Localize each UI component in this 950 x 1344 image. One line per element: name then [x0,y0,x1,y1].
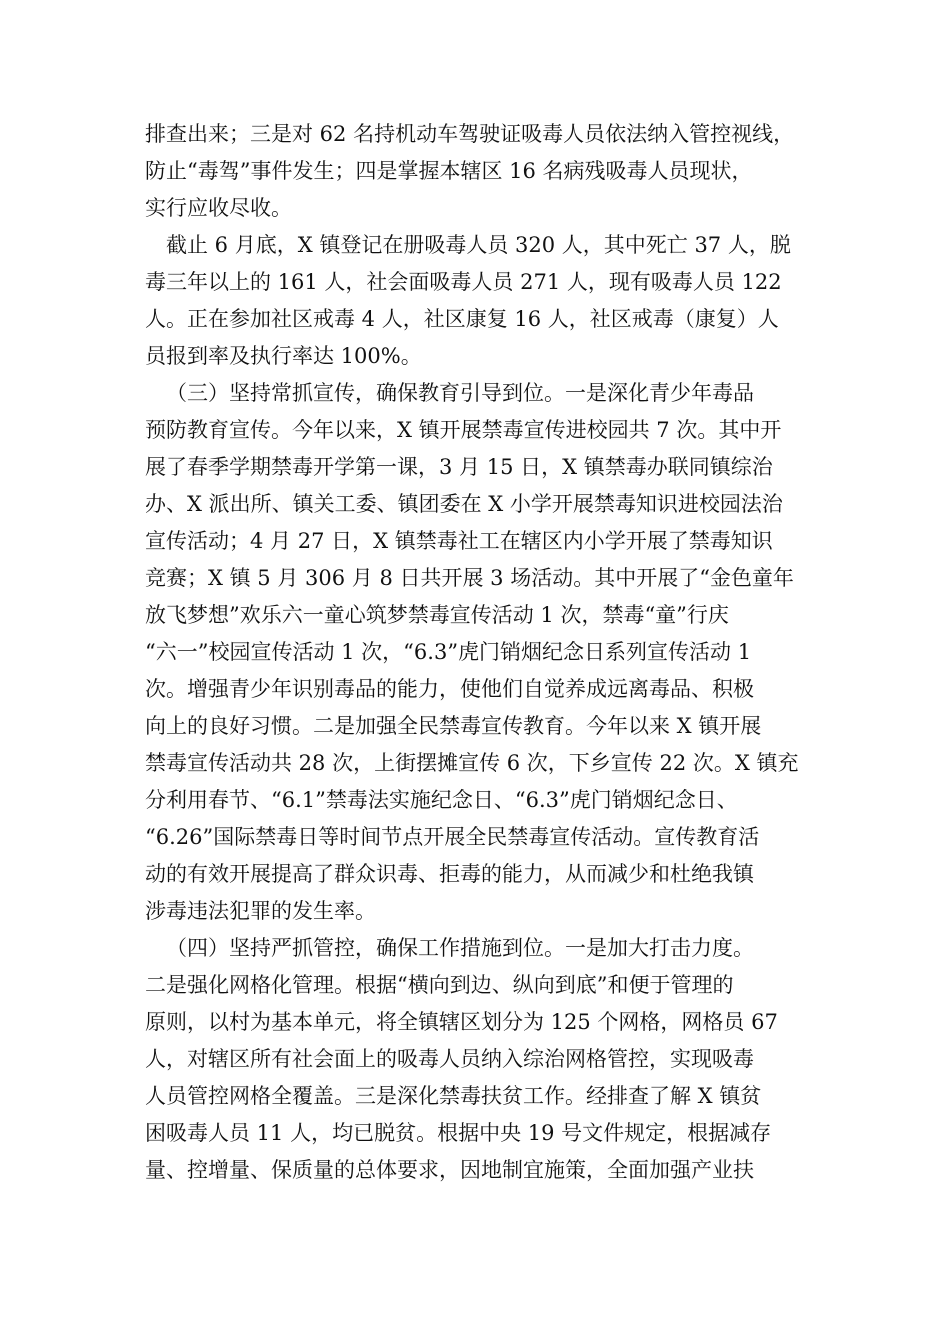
text-line: 毒三年以上的 161 人，社会面吸毒人员 271 人，现有吸毒人员 122 [145,270,782,294]
paragraph-continuation [145,116,810,227]
text-line: 员报到率及执行率达 100%。 [145,344,422,368]
text-line: 动的有效开展提高了群众识毒、拒毒的能力，从而减少和杜绝我镇 [145,862,754,886]
text-line: （三）坚持常抓宣传，确保教育引导到位。一是深化青少年毒品 [166,381,754,405]
text-line: “6.26”国际禁毒日等时间节点开展全民禁毒宣传活动。宣传教育活 [145,825,760,849]
text-line: 宣传活动；4 月 27 日，X 镇禁毒社工在辖区内小学开展了禁毒知识 [145,529,773,553]
text-line: 次。增强青少年识别毒品的能力，使他们自觉养成远离毒品、积极 [145,677,754,701]
text-line: 禁毒宣传活动共 28 次，上街摆摊宣传 6 次，下乡宣传 22 次。X 镇充 [145,751,799,775]
text-line: 涉毒违法犯罪的发生率。 [145,899,376,923]
text-line: 截止 6 月底，X 镇登记在册吸毒人员 320 人，其中死亡 37 人，脱 [166,233,791,257]
text-line: 人员管控网格全覆盖。三是深化禁毒扶贫工作。经排查了解 X 镇贫 [145,1084,762,1108]
text-line: （四）坚持严抓管控，确保工作措施到位。一是加大打击力度。 [166,936,754,960]
text-line: 排查出来；三是对 62 名持机动车驾驶证吸毒人员依法纳入管控视线， [145,122,795,146]
text-line: 二是强化网格化管理。根据“横向到边、纵向到底”和便于管理的 [145,973,734,997]
text-line: 放飞梦想”欢乐六一童心筑梦禁毒宣传活动 1 次，禁毒“童”行庆 [145,603,729,627]
text-line: 向上的良好习惯。二是加强全民禁毒宣传教育。今年以来 X 镇开展 [145,714,762,738]
text-line: 竞赛；X 镇 5 月 306 月 8 日共开展 3 场活动。其中开展了“金色童年 [145,566,794,590]
document-body [145,116,810,1189]
text-line: 原则，以村为基本单元，将全镇辖区划分为 125 个网格，网格员 67 [145,1010,778,1034]
text-line: 办、X 派出所、镇关工委、镇团委在 X 小学开展禁毒知识进校园法治 [145,492,783,516]
text-line: 防止“毒驾”事件发生；四是掌握本辖区 16 名病残吸毒人员现状， [145,159,753,183]
text-line: 预防教育宣传。今年以来，X 镇开展禁毒宣传进校园共 7 次。其中开 [145,418,782,442]
text-line: 量、控增量、保质量的总体要求，因地制宜施策，全面加强产业扶 [145,1158,754,1182]
paragraph-statistics [145,227,810,375]
text-line: 人。正在参加社区戒毒 4 人，社区康复 16 人，社区戒毒（康复）人 [145,307,779,331]
text-line: 展了春季学期禁毒开学第一课，3 月 15 日，X 镇禁毒办联同镇综治 [145,455,773,479]
paragraph-section-four [145,930,810,1189]
text-line: 困吸毒人员 11 人，均已脱贫。根据中央 19 号文件规定，根据减存 [145,1121,772,1145]
text-line: 人，对辖区所有社会面上的吸毒人员纳入综治网格管控，实现吸毒 [145,1047,754,1071]
text-line: “六一”校园宣传活动 1 次，“6.3”虎门销烟纪念日系列宣传活动 1 [145,640,752,664]
text-line: 实行应收尽收。 [145,196,292,220]
paragraph-section-three [145,375,810,930]
text-line: 分利用春节、“6.1”禁毒法实施纪念日、“6.3”虎门销烟纪念日、 [145,788,738,812]
